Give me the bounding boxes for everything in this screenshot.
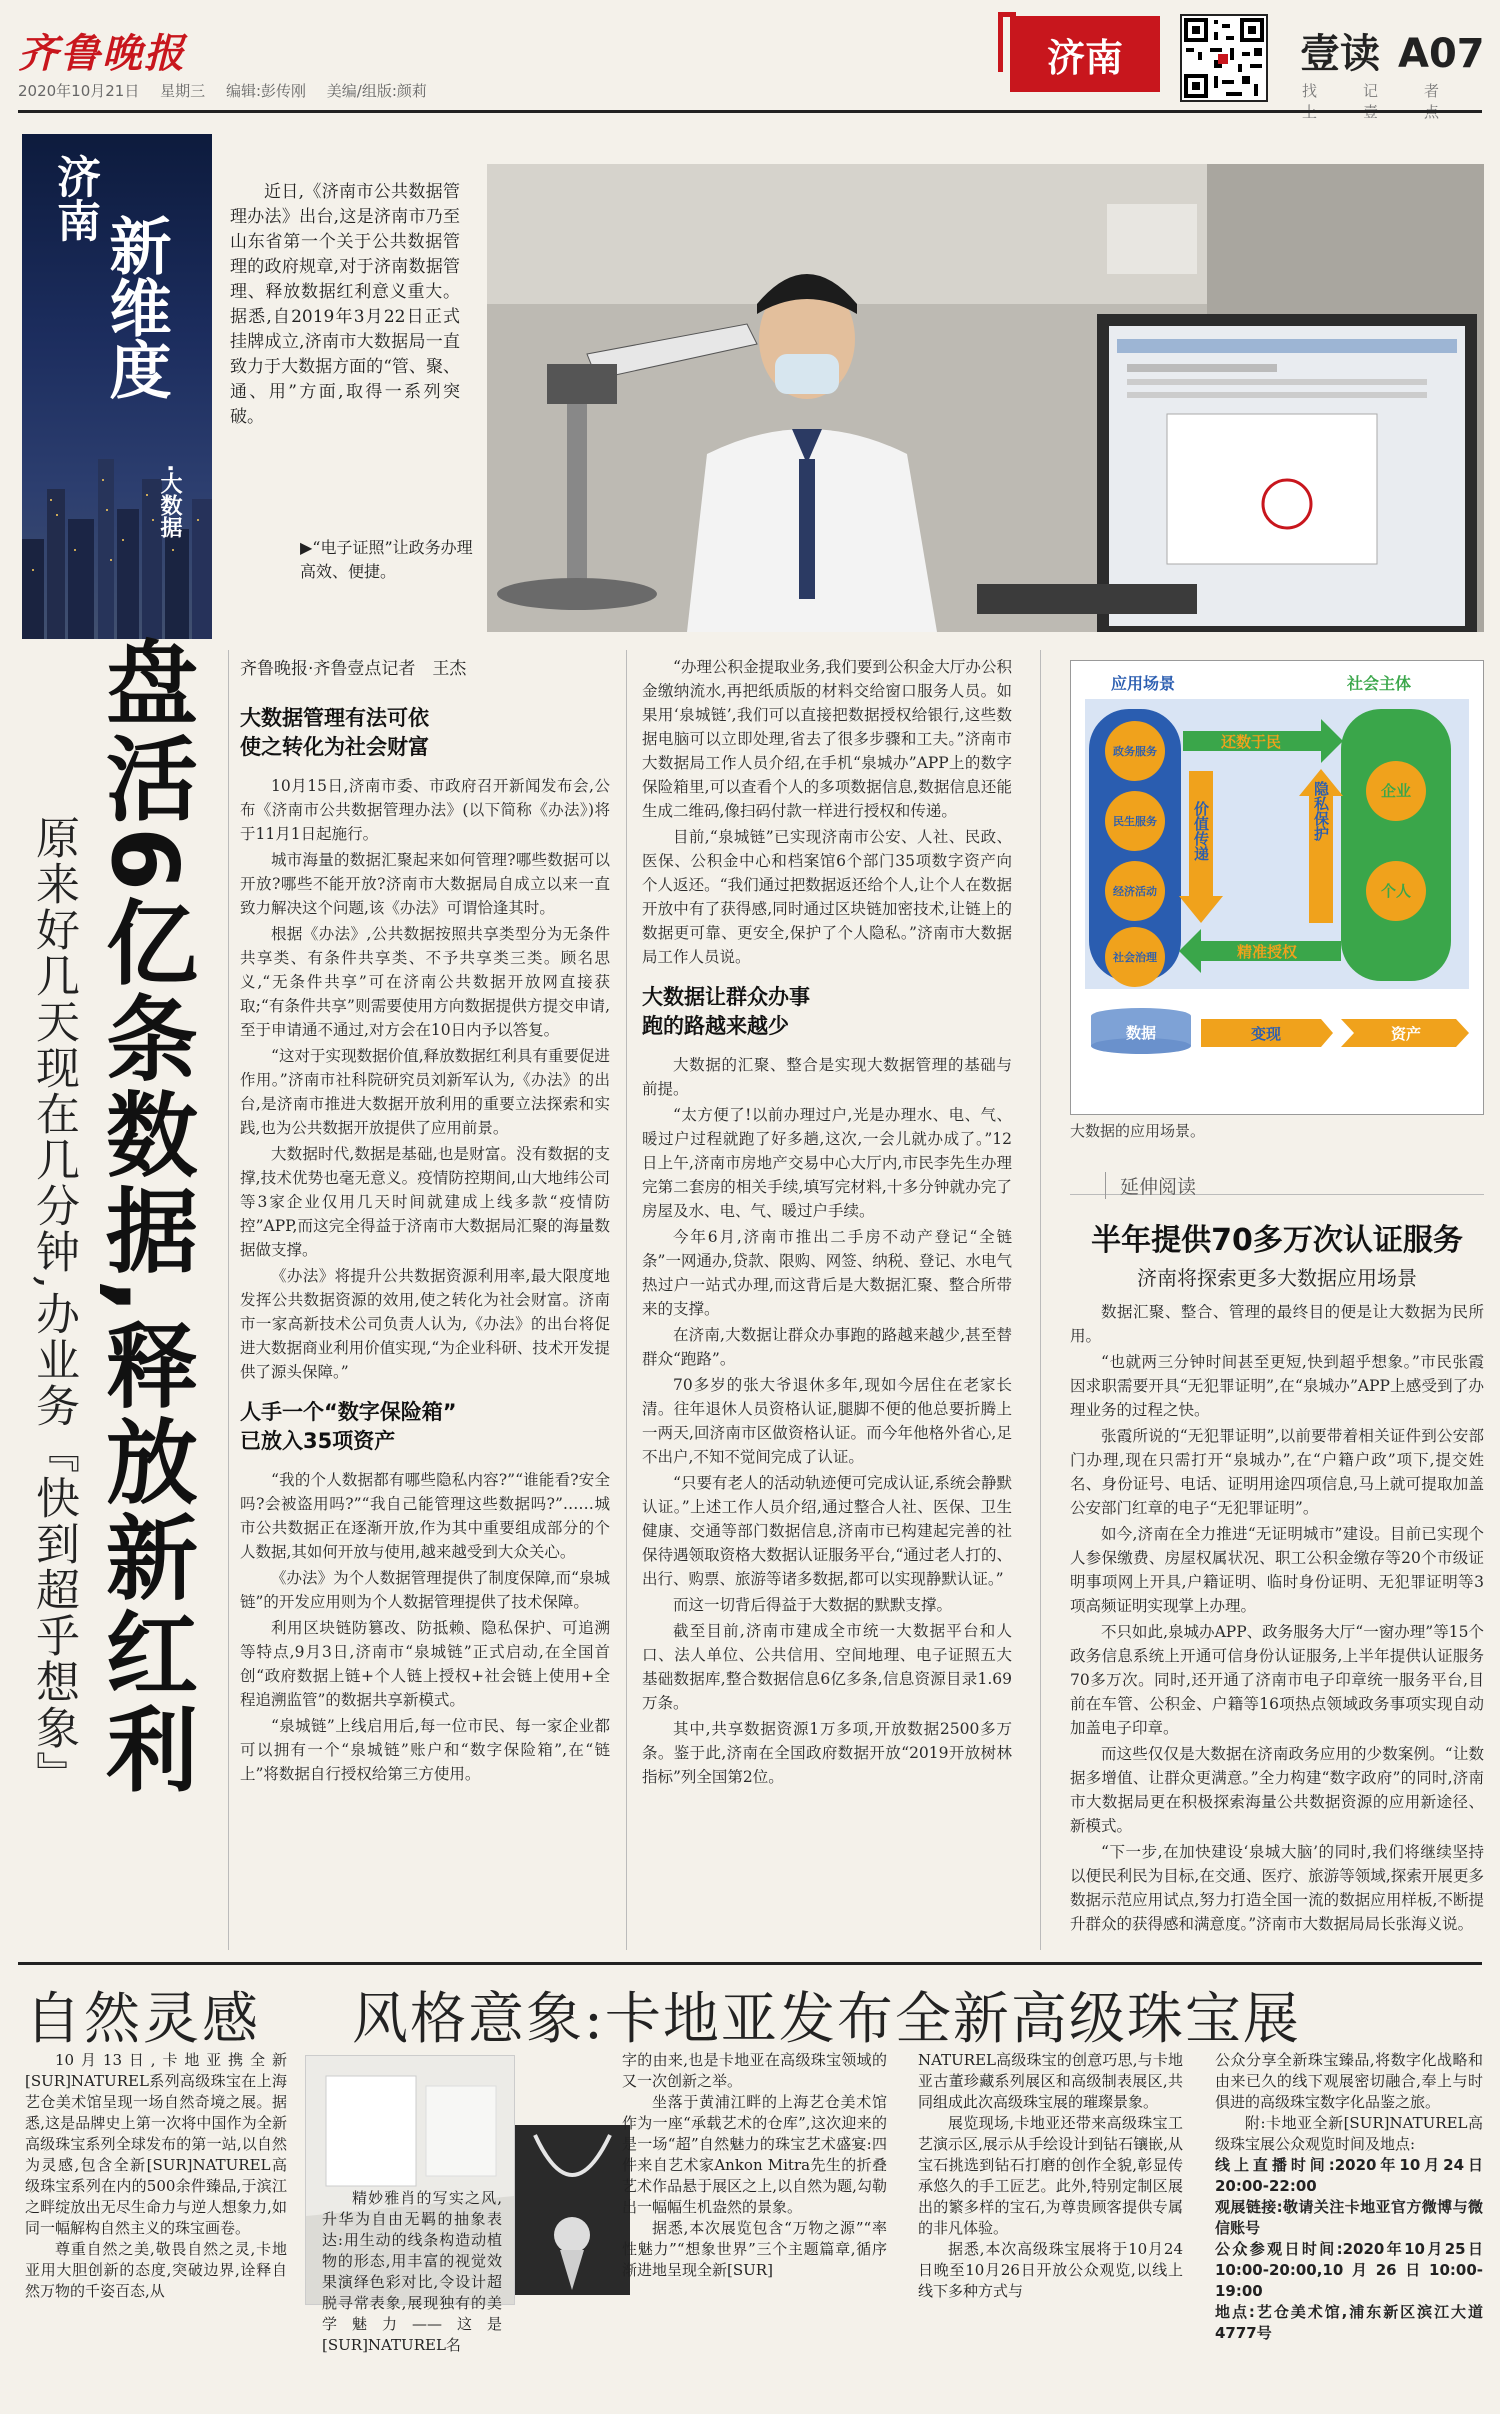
banner-topic: ·大数据 [157, 464, 182, 539]
paragraph: 精妙雅肖的写实之风,升华为自由无羁的抽象表达:用生动的线条构造动植物的形态,用丰富的视觉效果演绎色彩对比,令设计超脱寻常表象,展现独有的美学魅力——这是[SUR]NATUREL名 [322, 2189, 502, 2354]
paragraph: 不只如此,泉城办APP、政务服务大厅“一窗办理”等15个政务信息系统上开通可信身份认证服务,上半年提供认证服务70多万次。同时,还开通了济南市电子印章统一服务平台,目前在车管、公积金、户籍等16项热点领域政务事项实现自动加盖电子印章。 [1070, 1623, 1484, 1737]
intro-text: 近日,《济南市公共数据管理办法》出台,这是济南市乃至山东省第一个关于公共数据管理的政府规章,对于济南数据管理、释放数据红利意义重大。据悉,自2019年3月22日正式挂牌成立,济南市大数据局一直致力于大数据方面的“管、聚、通、用”方面,取得一系列突破。 [230, 182, 460, 427]
paragraph: “办理公积金提取业务,我们要到公积金大厅办公积金缴纳流水,再把纸质版的材料交给窗口服务人员。如果用‘泉城链’,我们可以直接把数据授权给银行,这些数据电脑可以立即处理,省去了很多步骤和工夫。”济南市大数据局工作人员介绍,在手机“泉城办”APP上的数字保险箱里,可以查看个人的多项数据信息,数据信息还能生成二维码,像扫码付款一样进行授权和传递。 [642, 658, 1012, 820]
paragraph: 10月15日,济南市委、市政府召开新闻发布会,公布《济南市公共数据管理办法》(以下简称《办法》)将于11月1日起施行。 [240, 777, 610, 843]
column-divider [1040, 650, 1041, 1950]
ad-rule [18, 1962, 1482, 1965]
arrow-bottom-label: 精准授权 [1236, 943, 1298, 961]
actor-individual: 个人 [1380, 882, 1412, 900]
section-heading-line: 大数据管理有法可依 [240, 706, 429, 730]
related-article [1070, 1300, 1484, 1938]
online-time: 线上直播时间:2020年10月24日 20:00-22:00 [1215, 2156, 1483, 2195]
diagram-right-header: 社会主体 [1347, 674, 1412, 693]
page-label [1300, 22, 1485, 79]
page-tagline [1302, 80, 1500, 122]
bottom-right-label: 资产 [1390, 1025, 1422, 1043]
ad-kicker-title: 自然灵感 [25, 1987, 261, 2052]
scenario-3: 经济活动 [1113, 885, 1157, 898]
paragraph: 大数据的汇聚、整合是实现大数据管理的基础与前提。 [642, 1056, 1012, 1098]
ad-main-title: 风格意象:卡地亚发布全新高级珠宝展 [352, 1987, 1301, 2052]
related-subtitle: 济南将探索更多大数据应用场景 [1137, 1266, 1417, 1290]
paragraph: 张霞所说的“无犯罪证明”,以前要带着相关证件到公安部门办理,现在只需打开“泉城办”,在“户籍户政”项下,提交姓名、身份证号、电话、证明用途四项信息,马上就可提取加盖公安部门红章的电子“无犯罪证明”。 [1070, 1427, 1484, 1517]
section-heading [642, 983, 1012, 1041]
paragraph: 字的由来,也是卡地亚在高级珠宝领域的又一次创新之举。 [622, 2051, 887, 2090]
view-link[interactable]: 观展链接:敬请关注卡地亚官方微博与微信账号 [1215, 2198, 1483, 2237]
diagram-caption: 大数据的应用场景。 [1070, 1122, 1206, 1140]
paragraph: 根据《办法》,公共数据按照共享类型分为无条件共享类、有条件共享类、不予共享类三类。顾名思义,“无条件共享”可在济南公共数据开放网直接获取;“有条件共享”则需要使用方向数据提供方提交申请,至于申请通不通过,对方会在10日内予以答复。 [240, 925, 610, 1039]
related-reading-tag: 延伸阅读 [1105, 1172, 1196, 1199]
data-application-diagram [1070, 660, 1484, 1115]
qr-code-icon[interactable] [1180, 14, 1268, 102]
ad-column-2 [622, 2050, 887, 2281]
paragraph: 城市海量的数据汇聚起来如何管理?哪些数据可以开放?哪些不能开放?济南市大数据局自成立以来一直致力解决这个问题,该《办法》可谓恰逢其时。 [240, 851, 610, 917]
paragraph: “泉城链”上线启用后,每一位市民、每一家企业都可以拥有一个“泉城链”账户和“数字保险箱”,在“链上”将数据自行授权给第三方使用。 [240, 1717, 610, 1783]
paragraph [1215, 2155, 1483, 2197]
actor-enterprise: 企业 [1380, 782, 1412, 800]
paragraph: 10月13日,卡地亚携全新[SUR]NATUREL系列高级珠宝在上海艺仓美术馆呈现一场自然奇境之展。据悉,这是品牌史上第一次将中国作为全新高级珠宝系列全球发布的第一站,以自然为灵感,包含全新[SUR]NATUREL高级珠宝系列在内的500余件臻品,于滨江之畔绽放出无尽生命力与逆人想象力,如同一幅解构自然主义的珠宝画卷。 [25, 2051, 287, 2237]
paragraph: 尊重自然之美,敬畏自然之灵,卡地亚用大胆创新的态度,突破边界,诠释自然万物的千姿百态,从 [25, 2240, 287, 2300]
necklace-photo [515, 2125, 630, 2295]
main-headline: 盘活6亿条数据,释放新红利 [91, 635, 198, 1798]
section-heading-line: 已放入35项资产 [240, 1429, 396, 1453]
paragraph: 截至目前,济南市建成全市统一大数据平台和人口、法人单位、公共信用、空间地理、电子证照五大基础数据库,整合数据信息6亿多条,信息资源目录1.69万条。 [642, 1622, 1012, 1712]
article-column-2 [642, 655, 1012, 1791]
paragraph: “这对于实现数据价值,释放数据红利具有重要促进作用。”济南市社科院研究员刘新军认为,《办法》的出台,是济南市推进大数据开放利用的重要立法探索和实践,也为公共数据开放提供了应用前景。 [240, 1047, 610, 1137]
public-time: 公众参观日时间:2020年10月25日 10:00-20:00,10月26日10:00-19:00 [1215, 2240, 1483, 2300]
paragraph: 而这一切背后得益于大数据的默默支撑。 [673, 1596, 953, 1614]
office-worker-photo-icon [487, 164, 1484, 632]
masthead-logo: 齐鲁晚报 [18, 30, 186, 77]
tagline-char: 找 [1302, 82, 1322, 100]
ad-column-1 [25, 2050, 287, 2302]
paragraph: “太方便了!以前办理过户,光是办理水、电、气、暖过户过程就跑了好多趟,这次,一会儿就办成了。”12日上午,济南市房地产交易中心大厅内,市民李先生办理完第二套房的相关手续,填写完材料,十多分钟就办完了房屋及水、电、气、暖过户手续。 [642, 1106, 1012, 1220]
paragraph: 据悉,本次展览包含“万物之源”“率性魅力”“想象世界”三个主题篇章,循序渐进地呈现全新[SUR] [622, 2219, 887, 2279]
paragraph: “只要有老人的活动轨迹便可完成认证,系统会静默认证。”上述工作人员介绍,通过整合人社、医保、卫生健康、交通等部门数据信息,济南市已构建起完善的社保待遇领取资格大数据认证服务平台,“通过老人打的、出行、购票、旅游等诸多数据,都可以实现静默认证。” [642, 1474, 1012, 1588]
paragraph: 在济南,大数据让群众办事跑的路越来越少,甚至替群众“跑路”。 [642, 1326, 1012, 1368]
paragraph: NATUREL高级珠宝的创意巧思,与卡地亚古董珍藏系列展区和高级制表展区,共同组成此次高级珠宝展的璀璨景象。 [918, 2051, 1183, 2111]
paragraph [1215, 2239, 1483, 2302]
banner-series: 新维度 [99, 214, 172, 400]
section-body [240, 774, 610, 1384]
banner-city: 济南 [49, 154, 100, 242]
paragraph: 展览现场,卡地亚还带来高级珠宝工艺演示区,展示从手绘设计到钻石镶嵌,从宝石挑选到钻石打磨的创作全貌,彰显传承悠久的手工匠艺。此外,特别定制区展出的繁多样的宝石,为尊贵顾客提供专属的非凡体验。 [918, 2114, 1183, 2237]
section-heading [240, 1398, 610, 1456]
header-rule [18, 110, 1482, 113]
photo-caption: ▶“电子证照”让政务办理高效、便捷。 [300, 538, 473, 581]
scenario-4: 社会治理 [1113, 951, 1157, 964]
section-heading-line: 跑的路越来越少 [642, 1014, 789, 1038]
related-title: 半年提供70多万次认证服务 [1091, 1223, 1463, 1258]
tagline-char: 记 [1363, 82, 1383, 100]
paragraph: 据悉,本次高级珠宝展将于10月24日晚至10月26日开放公众观览,以线上线下多种方式与 [918, 2240, 1183, 2300]
section-body [642, 1053, 1012, 1789]
bottom-mid-label: 变现 [1250, 1025, 1282, 1043]
diagram-left-header: 应用场景 [1111, 674, 1176, 693]
paragraph: 目前,“泉城链”已实现济南市公安、人社、民政、医保、公积金中心和档案馆6个部门35项数字资产向个人返还。“我们通过把数据返还给个人,让个人在数据开放中有了获得感,同时通过区块链加密技术,让链上的数据更可靠、更安全,保护了个人隐私。”济南市大数据局工作人员说。 [642, 828, 1012, 966]
byline: 齐鲁晚报·齐鲁壹点记者 王杰 [240, 659, 467, 679]
section-body [642, 655, 1012, 969]
paragraph: 坐落于黄浦江畔的上海艺仓美术馆作为一座“承载艺术的仓库”,这次迎来的是一场“超”自然魅力的珠宝艺术盛宴:四件来自艺术家Ankon Mitra先生的折叠艺术作品悬于展区之上,以自然为题,勾勒出一幅幅生机盎然的景象。 [622, 2093, 887, 2216]
paragraph: 大数据时代,数据是基础,也是财富。没有数据的支撑,技术优势也毫无意义。疫情防控期间,山大地纬公司等3家企业仅用几天时间就建成上线多款“疫情防控”APP,而这完全得益于济南市大数据局汇聚的海量数据做支撑。 [240, 1145, 610, 1259]
column-banner [22, 134, 212, 639]
issue-weekday: 星期三 [160, 82, 206, 100]
paragraph: 《办法》为个人数据管理提供了制度保障,而“泉城链”的开发应用则为个人数据管理提供了技术保障。 [240, 1569, 610, 1611]
scenario-1: 政务服务 [1113, 745, 1157, 758]
section-badge: 济南 [1010, 16, 1160, 92]
paragraph: 而这些仅仅是大数据在济南政务应用的少数案例。“让数据多增值、让群众更满意。”全力构建“数字政府”的同时,济南市大数据局更在积极探索海量公共数据资源的应用新途径、新模式。 [1070, 1745, 1484, 1835]
section-heading-line: 人手一个“数字保险箱” [240, 1400, 457, 1424]
bottom-left-label: 数据 [1125, 1024, 1157, 1042]
column-divider [626, 650, 627, 1950]
paragraph: 利用区块链防篡改、防抵赖、隐私保护、可追溯等特点,9月3日,济南市“泉城链”正式启动,在全国首创“政府数据上链+个人链上授权+社会链上使用+全程追溯监管”的数据共享新模式。 [240, 1619, 610, 1709]
section-heading-line: 大数据让群众办事 [642, 985, 810, 1009]
page-number: A07 [1398, 31, 1485, 77]
section-heading [240, 704, 610, 762]
section-heading-line: 使之转化为社会财富 [240, 735, 429, 759]
paragraph: “下一步,在加快建设‘泉城大脑’的同时,我们将继续坚持以便民利民为目标,在交通、医疗、旅游等领域,探索开展更多数据示范应用试点,努力打造全国一流的数据应用样板,不断提升群众的获得感和满意度。”济南市大数据局局长张海义说。 [1070, 1843, 1484, 1933]
article-column-1 [240, 690, 610, 1788]
paragraph [1215, 2302, 1483, 2344]
tagline-char: 者 [1424, 82, 1444, 100]
paragraph: 其中,共享数据资源1万多项,开放数据2500多万条。鉴于此,济南在全国政府数据开放“2019开放树林指标”列全国第2位。 [642, 1720, 1012, 1786]
brand-name: 壹读 [1300, 31, 1380, 77]
arrow-right-label: 隐私保护 [1312, 781, 1330, 841]
paragraph: 公众分享全新珠宝臻品,将数字化战略和由来已久的线下观展密切融合,奉上与时俱进的高级珠宝数字化品鉴之旅。 [1215, 2051, 1483, 2111]
editor-credit: 编辑:彭传刚 [225, 82, 306, 100]
news-photo [487, 164, 1484, 632]
section-body [240, 1468, 610, 1786]
paragraph: 数据汇聚、整合、管理的最终目的便是让大数据为民所用。 [1070, 1303, 1484, 1345]
paragraph: 70多岁的张大爷退休多年,现如今居住在老家长清。往年退休人员资格认证,腿脚不便的他总要折腾上一两天,回济南市区做资格认证。而今年他格外省心,足不出户,不知不觉间完成了认证。 [642, 1376, 1012, 1466]
header-meta [18, 80, 443, 101]
paragraph [1215, 2197, 1483, 2239]
venue-address: 地点:艺仓美术馆,浦东新区滨江大道4777号 [1215, 2303, 1483, 2342]
related-body [1070, 1300, 1484, 1936]
paragraph: 附:卡地亚全新[SUR]NATUREL高级珠宝展公众观览时间及地点: [1215, 2114, 1483, 2153]
column-divider [228, 650, 229, 1950]
designer-credit: 美编/组版:颜莉 [326, 82, 427, 100]
paragraph: 《办法》将提升公共数据资源利用率,最大限度地发挥公共数据资源的效用,使之转化为社会财富。济南市一家高新技术公司负责人认为,《办法》的出台将促进大数据商业利用价值实现,“为企业科研、技术开发提供了源头保障。” [240, 1267, 610, 1381]
ad-column-3 [918, 2050, 1183, 2302]
paragraph: 今年6月,济南市推出二手房不动产登记“全链条”一网通办,贷款、限购、网签、纳税、登记、水电气热过户一站式办理,而这背后是大数据汇聚、整合所带来的支撑。 [642, 1228, 1012, 1318]
arrow-left-label: 价值传递 [1192, 801, 1210, 861]
ad-column-4 [1215, 2050, 1483, 2344]
arrow-top-label: 还数于民 [1220, 733, 1282, 751]
paragraph: 如今,济南在全力推进“无证明城市”建设。目前已实现个人参保缴费、房屋权属状况、职工公积金缴存等20个市级证明事项网上开具,户籍证明、临时身份证明、无犯罪证明等3项高频证明实现掌上办理。 [1070, 1525, 1484, 1615]
issue-date: 2020年10月21日 [18, 82, 140, 100]
paragraph: “我的个人数据都有哪些隐私内容?”“谁能看?安全吗?会被盗用吗?”“我自己能管理这些数据吗?”……城市公共数据正在逐渐开放,作为其中重要组成部分的个人数据,其如何开放与使用,越来越受到大众关心。 [240, 1471, 610, 1561]
scenario-2: 民生服务 [1113, 815, 1157, 828]
sub-headline: 原来好几天现在几分钟,办业务『快到超乎想象』 [28, 815, 79, 1797]
intro-paragraph [230, 180, 460, 430]
paragraph: “也就两三分钟时间甚至更短,快到超乎想象。”市民张霞因求职需要开具“无犯罪证明”,在“泉城办”APP上感受到了办理业务的过程之快。 [1070, 1353, 1484, 1419]
ad-image-caption [322, 2188, 502, 2356]
